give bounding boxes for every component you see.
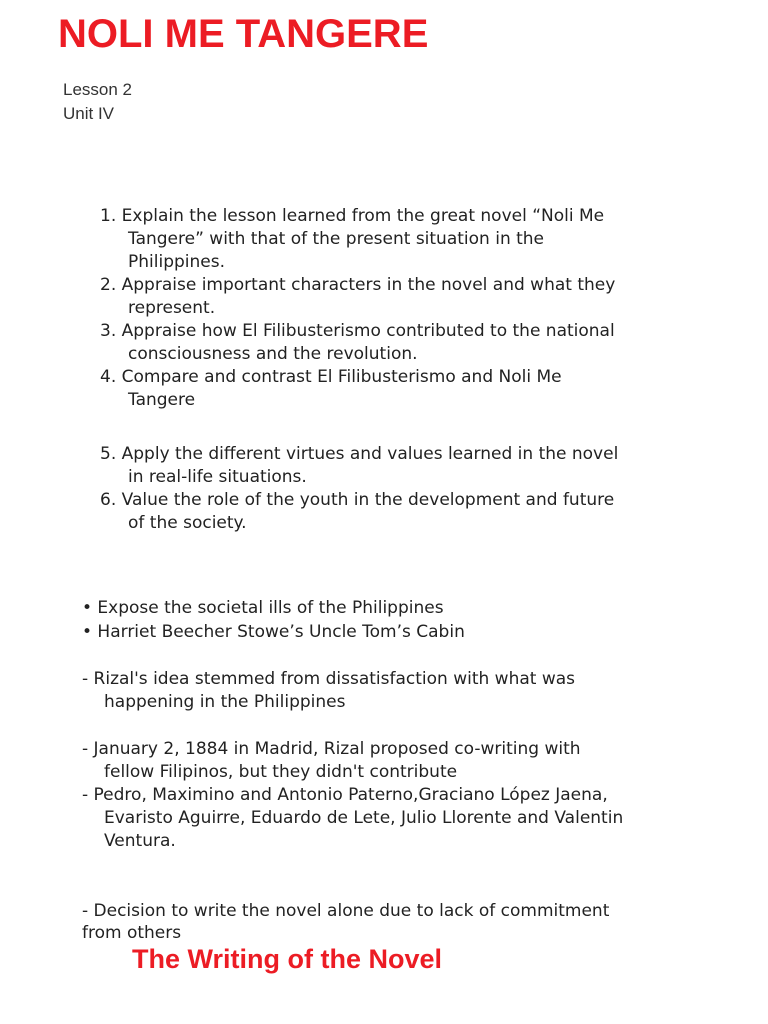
objective-4-cont-1: Tangere [128, 390, 196, 410]
objective-text: Appraise how El Filibusterismo contributed to the national [121, 321, 615, 341]
objective-6 [100, 489, 614, 512]
objective-text: Explain the lesson learned from the great novel “Noli Me [121, 206, 605, 226]
objective-5-cont-1: in real-life situations. [128, 467, 307, 487]
objective-number: 3. [100, 321, 117, 341]
objective-4 [100, 366, 562, 389]
objective-5 [100, 443, 618, 466]
objective-6-cont-1: of the society. [128, 513, 247, 533]
note-item: - Decision to write the novel alone due to lack of commitment [82, 901, 610, 921]
note-item-cont: fellow Filipinos, but they didn't contribute [104, 762, 458, 782]
section-title: The Writing of the Novel [132, 944, 442, 974]
note-item: - January 2, 1884 in Madrid, Rizal proposed co-writing with [82, 739, 581, 759]
objective-number: 2. [100, 275, 117, 295]
lesson-label: Lesson 2 [63, 80, 132, 99]
objective-number: 4. [100, 367, 117, 387]
note-item-cont: from others [82, 923, 182, 943]
note-item: - Rizal's idea stemmed from dissatisfaction with what was [82, 669, 576, 689]
unit-label: Unit IV [63, 104, 115, 123]
objective-3-cont-1: consciousness and the revolution. [128, 344, 418, 364]
objective-1-cont-2: Philippines. [128, 252, 225, 272]
objective-text: Compare and contrast El Filibusterismo and Noli Me [121, 367, 562, 387]
objective-text: Appraise important characters in the novel and what they [121, 275, 616, 295]
bullet-item: • Harriet Beecher Stowe’s Uncle Tom’s Cabin [82, 622, 465, 642]
note-item: - Pedro, Maximino and Antonio Paterno,Graciano López Jaena, [82, 785, 608, 805]
objective-number: 6. [100, 490, 117, 510]
bullet-item: • Expose the societal ills of the Philippines [82, 598, 444, 618]
objective-3 [100, 320, 615, 343]
objective-number: 1. [100, 206, 117, 226]
objective-1-cont-1: Tangere” with that of the present situation in the [128, 229, 545, 249]
note-item-cont: Evaristo Aguirre, Eduardo de Lete, Julio Llorente and Valentin [104, 808, 624, 828]
objective-text: Value the role of the youth in the development and future [121, 490, 615, 510]
objective-number: 5. [100, 444, 117, 464]
page-title: NOLI ME TANGERE [58, 12, 429, 56]
note-item-cont: Ventura. [104, 831, 176, 851]
objective-2 [100, 274, 615, 297]
objective-2-cont-1: represent. [128, 298, 216, 318]
objective-text: Apply the different virtues and values learned in the novel [121, 444, 619, 464]
note-item-cont: happening in the Philippines [104, 692, 346, 712]
objective-1 [100, 205, 604, 228]
